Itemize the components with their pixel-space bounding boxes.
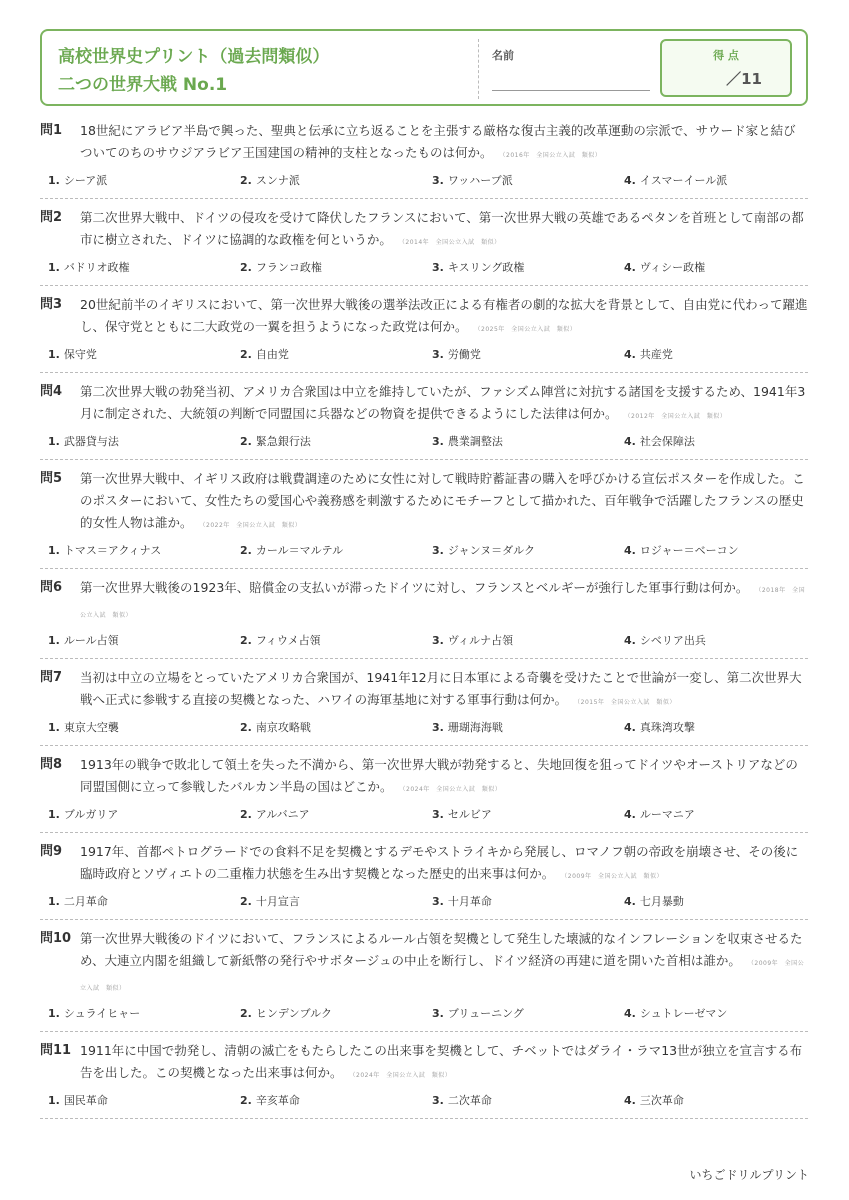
option-number: 4.	[624, 174, 636, 187]
option-number: 4.	[624, 435, 636, 448]
question-text: 20世紀前半のイギリスにおいて、第一次世界大戦後の選挙法改正による有権者の劇的な拡大を背景として、自由党に代わって躍進し、保守党とともに二大政党の一翼を担うようになった政党は何か。	[80, 297, 808, 334]
question-source: （2009年 全国公立入試 類似）	[80, 960, 805, 992]
option-text: 十月革命	[447, 895, 492, 908]
option-text: ヴィシー政権	[639, 261, 706, 274]
question-text-wrap	[80, 468, 808, 537]
answer-option[interactable]	[424, 434, 616, 450]
question-item	[40, 373, 808, 460]
option-text: フランコ政権	[255, 261, 322, 274]
answer-option[interactable]	[40, 1006, 232, 1022]
score-box	[660, 39, 792, 97]
option-number: 1.	[48, 1007, 60, 1020]
answer-options	[40, 720, 808, 736]
question-text-wrap	[80, 120, 808, 167]
option-number: 2.	[240, 435, 252, 448]
answer-option[interactable]	[616, 347, 808, 363]
question-text-wrap	[80, 1040, 808, 1087]
answer-option[interactable]	[424, 633, 616, 649]
option-text: 真珠湾攻撃	[639, 721, 695, 734]
option-number: 2.	[240, 1007, 252, 1020]
question-item	[40, 112, 808, 199]
option-number: 3.	[432, 348, 444, 361]
question-head	[40, 754, 808, 801]
option-text: ブリューニング	[447, 1007, 524, 1020]
answer-options	[40, 633, 808, 649]
title-line-2: 二つの世界大戦 No.1	[58, 75, 228, 95]
question-source: （2025年 全国公立入試 類似）	[477, 326, 577, 333]
worksheet-title	[58, 43, 329, 99]
answer-option[interactable]	[40, 633, 232, 649]
question-source: （2014年 全国公立入試 類似）	[401, 239, 501, 246]
score-total: ／11	[726, 70, 762, 88]
option-text: フィウメ占領	[255, 634, 321, 647]
question-source: （2016年 全国公立入試 類似）	[502, 152, 602, 159]
question-item	[40, 920, 808, 1032]
question-number: 問1	[40, 123, 63, 138]
option-number: 2.	[240, 634, 252, 647]
answer-option[interactable]	[616, 894, 808, 910]
option-number: 1.	[48, 261, 60, 274]
option-text: 自由党	[255, 348, 289, 361]
option-number: 4.	[624, 895, 636, 908]
option-text: シベリア出兵	[639, 634, 706, 647]
answer-option[interactable]	[616, 720, 808, 736]
option-number: 2.	[240, 174, 252, 187]
option-number: 1.	[48, 808, 60, 821]
answer-options	[40, 434, 808, 450]
header-divider	[478, 39, 479, 99]
option-text: 辛亥革命	[255, 1094, 300, 1107]
answer-option[interactable]	[40, 894, 232, 910]
answer-options	[40, 1093, 808, 1109]
answer-option[interactable]	[232, 543, 424, 559]
question-item	[40, 286, 808, 373]
question-source: （2024年 全国公立入試 類似）	[352, 1072, 452, 1079]
answer-option[interactable]	[424, 1093, 616, 1109]
answer-option[interactable]	[424, 1006, 616, 1022]
question-head	[40, 928, 808, 1000]
option-text: 珊瑚海海戦	[447, 721, 503, 734]
option-text: シュトレーゼマン	[639, 1007, 728, 1020]
option-number: 3.	[432, 1094, 444, 1107]
question-number: 問3	[40, 297, 63, 312]
option-text: バドリオ政権	[63, 261, 130, 274]
option-text: セルビア	[447, 808, 492, 821]
answer-option[interactable]	[232, 633, 424, 649]
question-number: 問5	[40, 471, 63, 486]
option-number: 2.	[240, 721, 252, 734]
option-text: 保守党	[63, 348, 97, 361]
answer-option[interactable]	[40, 347, 232, 363]
answer-option[interactable]	[424, 543, 616, 559]
option-text: ブルガリア	[63, 808, 119, 821]
question-text: 第二次世界大戦中、ドイツの侵攻を受けて降伏したフランスにおいて、第一次世界大戦の英雄であるペタンを首班として南部の都市に樹立された、ドイツに協調的な政権を何というか。	[80, 210, 804, 247]
footer-brand: いちごドリルプリント	[689, 1168, 809, 1182]
option-number: 3.	[432, 544, 444, 557]
question-text: 第一次世界大戦後のドイツにおいて、フランスによるルール占領を契機として発生した壊滅的なインフレーションを収束させるため、大連立内閣を組織して新紙幣の発行やサボタージュの中止を断行し、ドイツ経済の再建に道を開いた首相は誰か。	[80, 931, 803, 968]
option-text: 緊急銀行法	[255, 435, 311, 448]
question-number: 問2	[40, 210, 63, 225]
option-number: 4.	[624, 634, 636, 647]
option-number: 1.	[48, 634, 60, 647]
answer-option[interactable]	[616, 260, 808, 276]
option-number: 2.	[240, 1094, 252, 1107]
answer-option[interactable]	[232, 434, 424, 450]
answer-option[interactable]	[616, 543, 808, 559]
question-text: 第二次世界大戦の勃発当初、アメリカ合衆国は中立を維持していたが、ファシズム陣営に対抗する諸国を支援するため、1941年3月に制定された、大統領の判断で同盟国に兵器などの物資を提供できるようにした法律は何か。	[80, 384, 806, 421]
option-text: イスマーイール派	[639, 174, 728, 187]
question-head	[40, 294, 808, 341]
answer-option[interactable]	[616, 633, 808, 649]
option-number: 4.	[624, 808, 636, 821]
option-text: ヴィルナ占領	[447, 634, 514, 647]
option-text: シーア派	[63, 174, 108, 187]
question-text-wrap	[80, 294, 808, 341]
question-source: （2012年 全国公立入試 類似）	[627, 413, 727, 420]
question-text: 1913年の戦争で敗北して領土を失った不満から、第一次世界大戦が勃発すると、失地回復を狙ってドイツやオーストリアなどの同盟国側に立って参戦したバルカン半島の国はどこか。	[80, 757, 798, 794]
question-source: （2009年 全国公立入試 類似）	[564, 873, 664, 880]
option-number: 2.	[240, 261, 252, 274]
answer-option[interactable]	[424, 347, 616, 363]
option-number: 4.	[624, 348, 636, 361]
question-text: 1911年に中国で勃発し、清朝の滅亡をもたらしたこの出来事を契機として、チベットではダライ・ラマ13世が独立を宣言する布告を出した。この契機となった出来事は何か。	[80, 1043, 803, 1080]
name-field[interactable]	[492, 90, 650, 91]
option-number: 1.	[48, 721, 60, 734]
option-text: キスリング政権	[447, 261, 525, 274]
option-text: 三次革命	[639, 1094, 684, 1107]
question-number: 問9	[40, 844, 63, 859]
option-text: ロジャー＝ベーコン	[639, 544, 739, 557]
question-text-wrap	[80, 381, 808, 428]
option-number: 1.	[48, 895, 60, 908]
answer-option[interactable]	[616, 807, 808, 823]
option-text: 十月宣言	[255, 895, 300, 908]
question-source: （2022年 全国公立入試 類似）	[202, 522, 302, 529]
option-text: 労働党	[447, 348, 481, 361]
question-item	[40, 569, 808, 659]
option-number: 3.	[432, 261, 444, 274]
answer-option[interactable]	[232, 807, 424, 823]
option-number: 3.	[432, 1007, 444, 1020]
option-text: 二月革命	[63, 895, 108, 908]
question-text-wrap	[80, 207, 808, 254]
option-text: ルーマニア	[639, 808, 695, 821]
question-text-wrap	[80, 754, 808, 801]
option-number: 2.	[240, 348, 252, 361]
question-text-wrap	[80, 577, 808, 627]
question-head	[40, 1040, 808, 1087]
option-text: 二次革命	[447, 1094, 492, 1107]
option-number: 3.	[432, 174, 444, 187]
option-text: ルール占領	[63, 634, 119, 647]
option-number: 3.	[432, 634, 444, 647]
question-text: 第一次世界大戦後の1923年、賠償金の支払いが滞ったドイツに対し、フランスとベルギーが強行した軍事行動は何か。	[80, 580, 749, 595]
question-number: 問4	[40, 384, 63, 399]
option-text: 国民革命	[63, 1094, 108, 1107]
question-source: （2018年 全国公立入試 類似）	[80, 587, 806, 619]
answer-option[interactable]	[40, 807, 232, 823]
question-head	[40, 468, 808, 537]
option-number: 4.	[624, 544, 636, 557]
answer-option[interactable]	[616, 1006, 808, 1022]
score-label: 得 点	[713, 49, 739, 62]
question-item	[40, 746, 808, 833]
question-item	[40, 659, 808, 746]
option-text: ワッハーブ派	[447, 174, 513, 187]
answer-option[interactable]	[232, 1093, 424, 1109]
question-item	[40, 833, 808, 920]
option-number: 4.	[624, 1007, 636, 1020]
question-item	[40, 460, 808, 569]
answer-option[interactable]	[616, 434, 808, 450]
answer-option[interactable]	[232, 173, 424, 189]
answer-options	[40, 173, 808, 189]
worksheet-header	[40, 29, 808, 106]
answer-option[interactable]	[232, 1006, 424, 1022]
option-number: 1.	[48, 1094, 60, 1107]
option-text: 南京攻略戦	[255, 721, 311, 734]
option-number: 4.	[624, 1094, 636, 1107]
option-text: ジャンヌ＝ダルク	[447, 544, 535, 557]
answer-option[interactable]	[424, 894, 616, 910]
option-number: 2.	[240, 808, 252, 821]
answer-option[interactable]	[40, 543, 232, 559]
option-number: 3.	[432, 808, 444, 821]
answer-option[interactable]	[40, 260, 232, 276]
answer-option[interactable]	[424, 173, 616, 189]
option-text: シュライヒャー	[63, 1007, 141, 1020]
answer-option[interactable]	[40, 173, 232, 189]
option-text: スンナ派	[255, 174, 300, 187]
question-text: 18世紀にアラビア半島で興った、聖典と伝承に立ち返ることを主張する厳格な復古主義的改革運動の宗派で、サウード家と結びついてのちのサウジアラビア王国建国の精神的支柱となったものは何か。	[80, 123, 796, 160]
option-text: トマス＝アクィナス	[63, 544, 162, 557]
question-item	[40, 1032, 808, 1119]
option-number: 3.	[432, 895, 444, 908]
option-text: ヒンデンブルク	[255, 1007, 332, 1020]
option-number: 1.	[48, 544, 60, 557]
question-source: （2015年 全国公立入試 類似）	[577, 699, 676, 706]
answer-option[interactable]	[424, 260, 616, 276]
answer-options	[40, 260, 808, 276]
option-number: 1.	[48, 435, 60, 448]
answer-option[interactable]	[40, 1093, 232, 1109]
answer-option[interactable]	[616, 1093, 808, 1109]
answer-option[interactable]	[232, 260, 424, 276]
question-text-wrap	[80, 667, 808, 714]
answer-option[interactable]	[424, 807, 616, 823]
answer-option[interactable]	[40, 720, 232, 736]
option-text: 社会保障法	[639, 435, 695, 448]
answer-option[interactable]	[616, 173, 808, 189]
question-text: 当初は中立の立場をとっていたアメリカ合衆国が、1941年12月に日本軍による奇襲を受けたことで世論が一変し、第二次世界大戦へ正式に参戦する直接の契機となった、ハワイの海軍基地に対する軍事行動は何か。	[80, 670, 802, 707]
question-list	[40, 112, 808, 1119]
option-number: 4.	[624, 721, 636, 734]
answer-options	[40, 807, 808, 823]
answer-options	[40, 347, 808, 363]
question-text: 第一次世界大戦中、イギリス政府は戦費調達のために女性に対して戦時貯蓄証書の購入を呼びかける宣伝ポスターを作成した。このポスターにおいて、女性たちの愛国心や義務感を刺激するためにモチーフとして描かれた、百年戦争で活躍したフランスの歴史的女性人物は誰か。	[80, 471, 805, 530]
question-source: （2024年 全国公立入試 類似）	[402, 786, 502, 793]
name-label: 名前	[492, 49, 514, 62]
answer-option[interactable]	[232, 894, 424, 910]
option-number: 1.	[48, 174, 60, 187]
answer-option[interactable]	[232, 347, 424, 363]
option-text: 武器貸与法	[63, 435, 119, 448]
question-head	[40, 667, 808, 714]
question-number: 問6	[40, 580, 63, 595]
question-head	[40, 381, 808, 428]
question-text-wrap	[80, 928, 808, 1000]
question-head	[40, 577, 808, 627]
title-line-1: 高校世界史プリント（過去問類似）	[58, 47, 330, 67]
option-text: 東京大空襲	[63, 721, 119, 734]
option-text: アルバニア	[255, 808, 310, 821]
option-number: 1.	[48, 348, 60, 361]
option-text: 共産党	[639, 348, 673, 361]
answer-option[interactable]	[424, 720, 616, 736]
question-number: 問11	[40, 1043, 72, 1058]
option-number: 2.	[240, 544, 252, 557]
question-number: 問8	[40, 757, 63, 772]
option-number: 4.	[624, 261, 636, 274]
question-head	[40, 120, 808, 167]
option-number: 3.	[432, 435, 444, 448]
question-text: 1917年、首都ペトログラードでの食料不足を契機とするデモやストライキから発展し、ロマノフ朝の帝政を崩壊させ、その後に臨時政府とソヴィエトの二重権力状態を生み出す契機となった歴史的出来事は何か。	[80, 844, 799, 881]
option-number: 3.	[432, 721, 444, 734]
question-item	[40, 199, 808, 286]
option-text: 七月暴動	[639, 895, 684, 908]
option-text: カール＝マルテル	[255, 544, 344, 557]
answer-option[interactable]	[232, 720, 424, 736]
answer-options	[40, 543, 808, 559]
answer-options	[40, 894, 808, 910]
question-number: 問10	[40, 931, 72, 946]
question-head	[40, 207, 808, 254]
question-head	[40, 841, 808, 888]
answer-option[interactable]	[40, 434, 232, 450]
option-number: 2.	[240, 895, 252, 908]
question-text-wrap	[80, 841, 808, 888]
question-number: 問7	[40, 670, 63, 685]
option-text: 農業調整法	[447, 435, 503, 448]
answer-options	[40, 1006, 808, 1022]
